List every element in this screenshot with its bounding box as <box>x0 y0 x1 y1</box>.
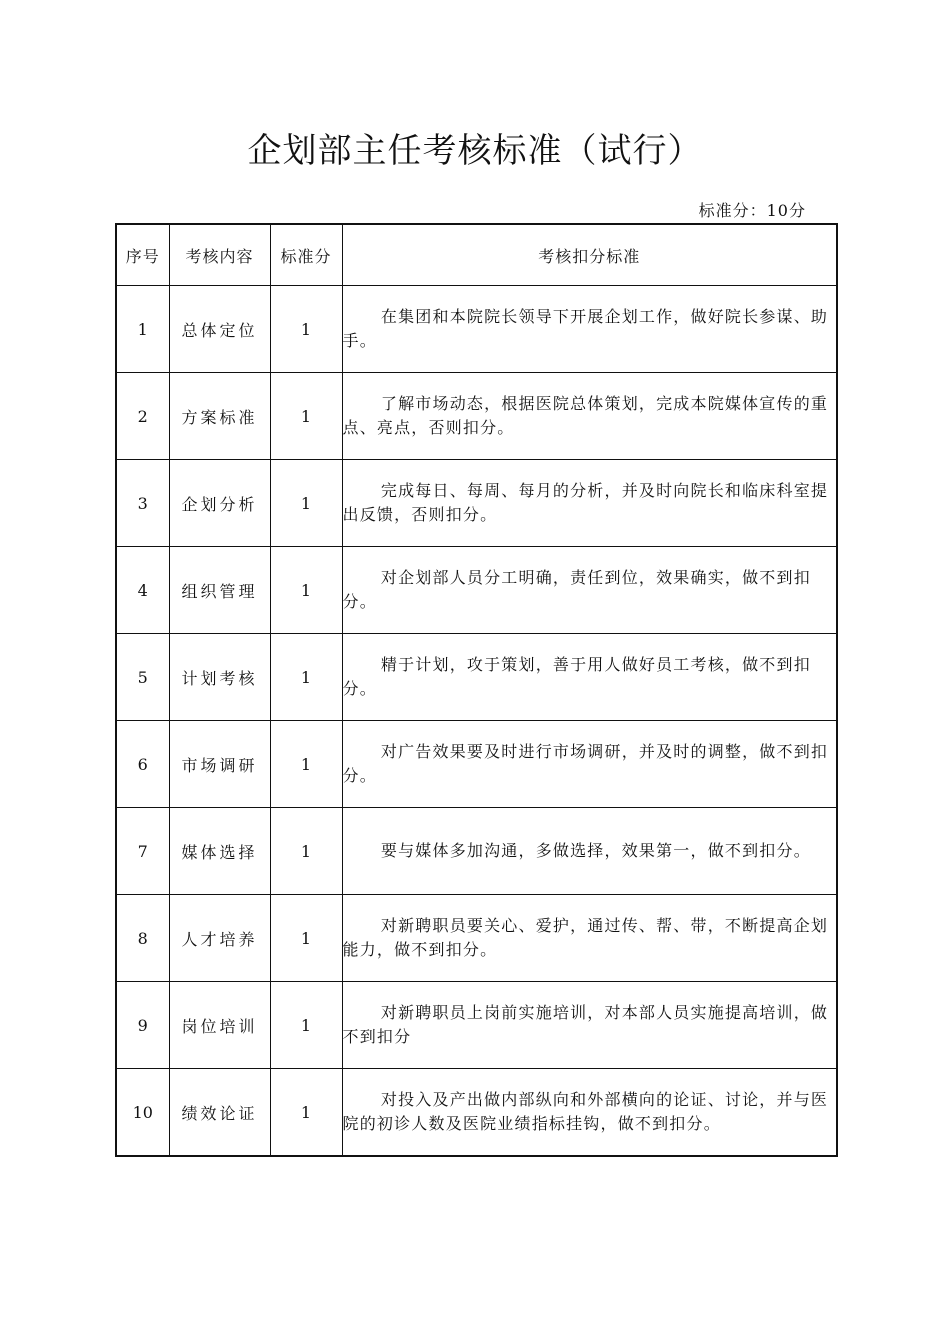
row-score: 1 <box>270 547 342 634</box>
document-title: 企划部主任考核标准（试行） <box>247 131 703 171</box>
row-number: 6 <box>116 721 169 808</box>
row-score: 1 <box>270 373 342 460</box>
row-number: 1 <box>116 286 169 373</box>
row-score: 1 <box>270 286 342 373</box>
row-score: 1 <box>270 895 342 982</box>
row-number: 10 <box>116 1069 169 1157</box>
row-number: 9 <box>116 982 169 1069</box>
row-item: 绩效论证 <box>169 1069 270 1157</box>
row-item: 企划分析 <box>169 460 270 547</box>
row-score: 1 <box>270 634 342 721</box>
row-number: 8 <box>116 895 169 982</box>
row-criteria: 对新聘职员要关心、爱护，通过传、帮、带，不断提高企划能力，做不到扣分。 <box>342 895 837 982</box>
row-item: 方案标准 <box>169 373 270 460</box>
row-criteria: 在集团和本院院长领导下开展企划工作，做好院长参谋、助手。 <box>342 286 837 373</box>
table-row <box>116 1069 837 1157</box>
row-number: 5 <box>116 634 169 721</box>
row-criteria: 精于计划，攻于策划，善于用人做好员工考核，做不到扣分。 <box>342 634 837 721</box>
row-criteria: 完成每日、每周、每月的分析，并及时向院长和临床科室提出反馈，否则扣分。 <box>342 460 837 547</box>
header-criteria: 考核扣分标准 <box>342 224 837 286</box>
table-row <box>116 895 837 982</box>
header-item: 考核内容 <box>169 224 270 286</box>
header-score: 标准分 <box>270 224 342 286</box>
row-item: 计划考核 <box>169 634 270 721</box>
row-number: 4 <box>116 547 169 634</box>
table-row <box>116 547 837 634</box>
row-criteria: 要与媒体多加沟通，多做选择，效果第一，做不到扣分。 <box>342 808 837 895</box>
row-criteria: 对企划部人员分工明确，责任到位，效果确实，做不到扣分。 <box>342 547 837 634</box>
assessment-table <box>115 223 838 1157</box>
row-score: 1 <box>270 808 342 895</box>
table-row <box>116 721 837 808</box>
row-score: 1 <box>270 982 342 1069</box>
standard-score-note: 标准分：10分 <box>698 201 806 220</box>
row-number: 7 <box>116 808 169 895</box>
row-criteria: 对投入及产出做内部纵向和外部横向的论证、讨论，并与医院的初诊人数及医院业绩指标挂钩，做不到扣分。 <box>342 1069 837 1157</box>
row-score: 1 <box>270 460 342 547</box>
row-item: 岗位培训 <box>169 982 270 1069</box>
table-row <box>116 982 837 1069</box>
table-row <box>116 460 837 547</box>
table-header-row <box>116 224 837 286</box>
row-score: 1 <box>270 721 342 808</box>
row-criteria: 了解市场动态，根据医院总体策划，完成本院媒体宣传的重点、亮点，否则扣分。 <box>342 373 837 460</box>
row-item: 组织管理 <box>169 547 270 634</box>
table-row <box>116 808 837 895</box>
table-row <box>116 286 837 373</box>
row-score: 1 <box>270 1069 342 1157</box>
row-criteria: 对广告效果要及时进行市场调研，并及时的调整，做不到扣分。 <box>342 721 837 808</box>
row-number: 2 <box>116 373 169 460</box>
table-row <box>116 373 837 460</box>
row-item: 市场调研 <box>169 721 270 808</box>
row-item: 总体定位 <box>169 286 270 373</box>
row-number: 3 <box>116 460 169 547</box>
row-item: 媒体选择 <box>169 808 270 895</box>
table-row <box>116 634 837 721</box>
header-no: 序号 <box>116 224 169 286</box>
row-criteria: 对新聘职员上岗前实施培训，对本部人员实施提高培训，做不到扣分 <box>342 982 837 1069</box>
row-item: 人才培养 <box>169 895 270 982</box>
